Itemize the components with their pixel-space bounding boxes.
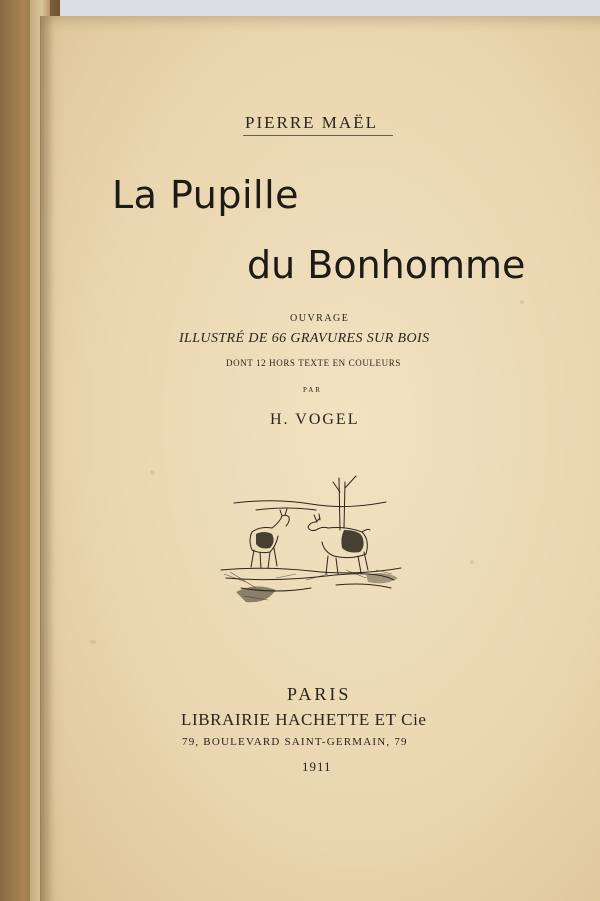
foxing-spot: [470, 560, 474, 564]
foxing-spot: [150, 470, 155, 475]
color-plates-note: DONT 12 HORS TEXTE EN COULEURS: [226, 358, 401, 368]
foxing-spot: [520, 300, 524, 304]
illustration-note: ILLUSTRÉ DE 66 GRAVURES SUR BOIS: [179, 331, 430, 346]
ouvrage-label: OUVRAGE: [290, 313, 350, 324]
publisher-name: LIBRAIRIE HACHETTE ET Cie: [181, 710, 427, 729]
publisher-address: 79, BOULEVARD SAINT-GERMAIN, 79: [182, 736, 408, 748]
author-name: PIERRE MAËL: [245, 113, 378, 132]
foxing-spot: [90, 640, 96, 644]
publication-year: 1911: [302, 759, 332, 774]
book-title-line-2: du Bonhomme: [247, 243, 526, 287]
book-title-line-1: La Pupille: [112, 173, 300, 217]
publication-city: PARIS: [287, 684, 352, 704]
goats-engraving-icon: [216, 470, 406, 620]
author-underline: [243, 135, 393, 136]
par-label: PAR: [303, 386, 322, 394]
illustrator-name: H. VOGEL: [270, 411, 360, 428]
page-gutter-shadow: [40, 16, 54, 901]
